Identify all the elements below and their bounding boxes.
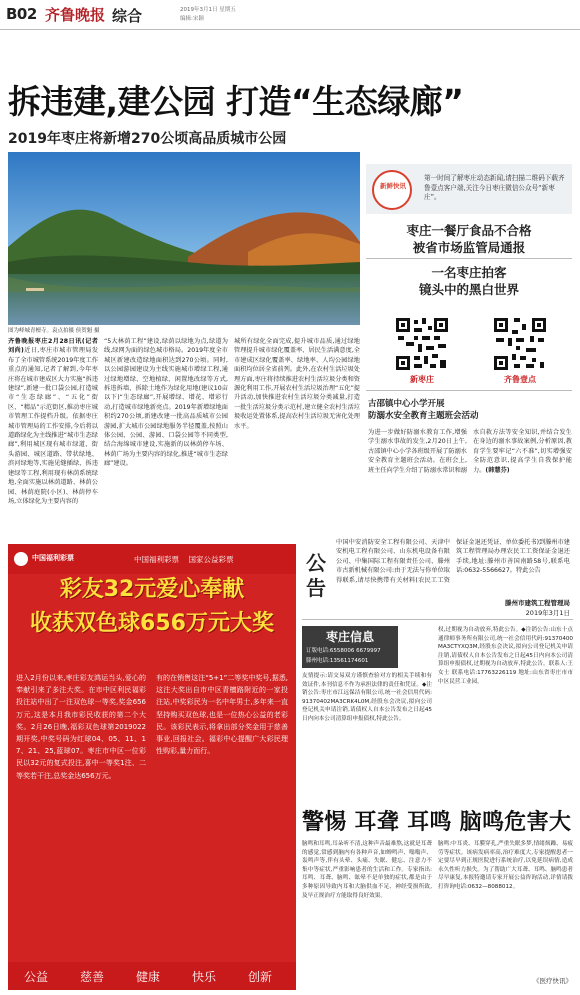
photo-caption: 图为峄城青檀寺。袁点拍摄 侯贺魁 摄: [8, 328, 100, 334]
lottery-word-1: 公益: [24, 970, 49, 984]
health-ad-column-1: 脑鸣和耳鸣,耳朵听不清,这种声音最难熬,这就是耳聋的感觉,常感到脑内有各种声音,如蝉鸣声、嗡嗡声、轰鸣声等,伴有头晕、头痛、失眠、健忘、注意力不集中等症状,严重影响患者的生活和工作。专家指出:耳鸣、耳聋、脑鸣、眩晕不是单独的症状,都是由于多种原因导致内耳和大脑供血不足、神经受损所致,及早正规治疗方能取得良好效果。: [302, 841, 432, 899]
app-promo-box: [366, 164, 572, 214]
side-headline-food-line1: 枣庄一餐厅食品不合格: [406, 223, 532, 238]
side-headline-photo: [366, 264, 572, 298]
classified-column-1: 友情提示:请交易双方谨慎查验对方的相关手续和有效证件,本刊信息不作为承担法律的责任和凭证。◆注销公告:枣庄市江远保洁有限公司,统一社会信用代码:91370402MA3CRK4L0M,经股东会决议,拟向公司登记机关申请注销,请债权人自本公告发布之日起45日内向本公司清算组申报债权,特此公告。: [302, 673, 432, 722]
main-subheadline: 2019年枣庄将新增270公顷高品质城市公园: [8, 131, 287, 147]
classified-phone-1-label: 订版电话:: [306, 648, 330, 654]
issue-date: 2019年3月1日 星期五: [180, 7, 236, 13]
classified-header: [302, 626, 398, 668]
classified-phone-2-value: 13561174601: [329, 658, 369, 664]
notice-date: 2019年3月1日: [525, 609, 570, 617]
story-text-1: 近日,枣庄市城市管理局发布了全市城管系统2019年度工作重点的通知,记者了解到,今年枣庄将在城市建成区大力实施“拆违建绿”,新建一批口袋公园,打造城市“生态绿廊”、“五化”街区、“精品”示范街区,推动枣庄城市管理工作提档升级。依据枣庄城市管理局的工作安排,今后将以道路绿化为主线推进“城市生态绿廊”,利用城区现有城市绿道、街头游园、城区道路、带状绿地、滨河绿地等,实施见缝插绿、拆违建绿等工程,利用现有林荫系统绿地,全面实施以林荫道路、林荫公园、林荫庭院(小区)、林荫停车场,立体绿化为主要内容的: [8, 347, 98, 505]
classified-phone-2-label: 滕州电话:: [306, 658, 330, 664]
lottery-banner: [8, 574, 296, 652]
classified-phone-2: [306, 656, 368, 664]
school-story-title-line1: 古邵镇中心小学开展: [368, 399, 445, 409]
notice-org: 滕州市建筑工程管理局: [505, 599, 570, 607]
qr-label-qiluyidian: 齐鲁壹点: [504, 375, 536, 384]
lottery-column-2: 有的在销售这注“5+1”二等奖中奖号,据悉,这注大奖出自市中区青檀路附近的一家投注站,中奖彩民为一名中年男士,多年来一直坚持购买双色球,也是一位热心公益的老彩民。该彩民表示,将拿出部分奖金用于慈善事业,回报社会。福彩中心提醒广大彩民理性购彩,量力而行。: [156, 674, 288, 756]
divider: [366, 258, 572, 259]
qr-code-qiluyidian: [492, 316, 548, 372]
school-story-author: (韩慧芬): [485, 466, 510, 474]
main-headline: 拆违建,建公园 打造“生态绿廊”: [8, 82, 464, 121]
lottery-headline-1: 彩友32元爱心奉献: [59, 577, 245, 602]
school-story-text: 为进一步做好防溺水教育工作,增强学生溺水事故的发生,2月20日上午,古邵镇中心小学各班级开展了防溺水安全教育主题班会活动。在班会上,班主任向学生介绍了防溺水常识和溺水自救方法等安全知识,并结合发生在身边的溺水事故案例,分析原因,教育学生要牢记“六不准”,切实增强安全防范意识,提高学生自我保护能力。: [368, 429, 572, 474]
side-headline-photo-line2: 镜头中的黑白世界: [418, 282, 519, 297]
lottery-bottom-bar: [8, 962, 296, 990]
classified-column-2: 权,过期视为自动放弃,特此公告。◆注销公告:山东十点通律师事务所有限公司,统一社会信用代码:91370400MA3CTYXQ3M,经股东会决议,拟向公司登记机关申请注销,请债权人自本公告发布之日起45日内向本公司清算组申报债权,过期视为自动放弃,特此公告。联系人:王女士 联系电话:17763226119 地址:山东省枣庄市市中区民营工业园。: [438, 627, 573, 685]
qr-code-icon: [492, 316, 548, 372]
app-promo-text: 第一时间了解枣庄动态新闻,请扫描二维码下载齐鲁壹点客户端,关注今日枣庄微信公众号“新枣庄”。: [424, 174, 565, 202]
lottery-column-1: 进入2月份以来,枣庄彩友鸿运当头,爱心的奉献引来了多注大奖。在市中区利民福彩投注站中出了一注双色球一等奖,奖金656万元,这是本月我市彩民收获的第二个大奖。2月26日晚,福彩双色球第2019022期开奖,中奖号码为红球04、05、11、17、21、25,蓝球07。枣庄市中区一位彩民以32元的复式投注,喜中一等奖1注、二等奖若干注,总奖金达656万元。: [16, 674, 146, 780]
school-story-title: [368, 398, 574, 422]
school-story-title-line2: 防溺水安全教育主题班会活动: [368, 411, 479, 421]
lottery-advertisement: [8, 544, 296, 990]
newspaper-logo: 齐鲁晚报: [45, 6, 106, 24]
qr-label-xinzaozhuang: 新枣庄: [410, 375, 434, 384]
lottery-logo-icon: [14, 552, 28, 566]
classified-phone-1: [306, 646, 381, 654]
divider: [366, 390, 572, 391]
news-badge-icon: [372, 170, 412, 210]
page-number: B02: [6, 5, 37, 23]
notice-body: 中国中安消防安全工程有限公司、天津中安机电工程有限公司、山东机电设备有限公司、中集国际工程有限责任公司、滕州市古新机械有限公司:由于无法与你单位取得联系,请尽快携带有关材料(农民工工资保证金退还凭证、单位委托书)到滕州市建筑工程管理局办理农民工工资保证金退还手续,地址:滕州市善国南路58号,联系电话:0632-5566627。特此公告: [336, 539, 570, 584]
public-notice: [302, 536, 573, 620]
health-ad-footer: 《医疗快讯》: [533, 977, 572, 985]
section-name: 综合: [112, 7, 143, 25]
lottery-slogan: 中国福利彩票 国家公益彩票: [134, 555, 234, 564]
lottery-word-2: 慈善: [80, 970, 105, 984]
school-story-body: [368, 428, 572, 520]
side-headline-food: [366, 222, 572, 256]
classified-logo: 枣庄信息: [325, 630, 374, 644]
notice-label: 公告: [306, 551, 326, 600]
side-headline-photo-line1: 一名枣庄拍客: [431, 265, 507, 280]
side-headline-food-line2: 被省市场监管局通报: [412, 240, 526, 255]
news-badge-label: 新鲜快讯: [380, 182, 406, 190]
lottery-word-3: 健康: [136, 970, 161, 984]
story-column-3: 城所有绿化全面完成,提升城市品质,通过绿地管理提升城市绿化覆盖率、居民生活满意度,全市建成区绿化覆盖率、绿地率、人均公园绿地面积均位居全省前列。此外,在农村生活垃圾处理方面,枣庄将持续推进农村生活垃圾分类和资源化利用工作,开展农村生活垃圾治理“五化”提升活动,加快推进农村生活垃圾分类减量,打造一批生活垃圾分类示范村,建立健全农村生活垃圾收运处置体系,提高农村生活垃圾无害化处理水平。: [234, 338, 360, 430]
qr-code-xinzaozhuang: [394, 316, 450, 372]
story-column-2: “5大林荫工程”建设,绿荫以绿地为点,绿道为线,绿网为面的绿色城市格局。2019年度全市城区新建改造绿地面积达到270公顷。同时,以公园游园建设为主线实施城市增绿工程,通过绿地增绿、空地植绿、闲置地改绿等方式,拆违拆墙、拆除土地作为绿化用地(建议10亩以下)“生态绿廊”,开展增绿、增花、增彩行动,打造城市绿地新亮点。2019年新增绿地面积约270公顷,新建改建一批高品质城市公园游园,扩大城市公园绿地服务半径覆盖,按照山体公园、公园、游园、口袋公园等不同类型,结合海绵城市建设,实施新的以林荫停车场、林荫广场为主要内容的绿化,推进“城市生态绿廊”建设。: [104, 338, 228, 468]
lottery-top-bar: [8, 544, 296, 574]
page-header: [0, 0, 580, 30]
story-byline: 齐鲁晚报枣庄2月28日讯(记者 刘尚): [8, 338, 98, 355]
editor-credit: 编辑:宋颖: [180, 16, 204, 22]
lottery-brand: 中国福利彩票: [32, 554, 74, 562]
lottery-headline-2: 收获双色球656万元大奖: [30, 611, 274, 636]
lottery-word-5: 创新: [248, 970, 273, 984]
story-column-1: [8, 337, 98, 537]
qr-code-icon: [394, 316, 450, 372]
park-photo: [8, 152, 360, 325]
health-ad-column-2: 脑鸣:中耳炎、耳膜穿孔,严重失眠多梦,情绪烦躁、易疲劳等症状。该病发病率高,治疗难度大,专家提醒患者一定要尽早到正规医院进行系统治疗,以免延误病情,造成永久性听力损失。为了帮助广大耳聋、耳鸣、脑鸣患者尽早康复,本报特邀请专家开展公益咨询活动,详情请拨打咨询电话:0632—8088012。: [438, 841, 573, 890]
classified-phone-1-value: 6558006 6679997: [329, 648, 381, 654]
health-ad-title: 警惕 耳聋 耳鸣 脑鸣危害大: [302, 810, 572, 835]
lake-mountain-image: [8, 152, 360, 325]
lottery-word-4: 快乐: [192, 970, 217, 984]
